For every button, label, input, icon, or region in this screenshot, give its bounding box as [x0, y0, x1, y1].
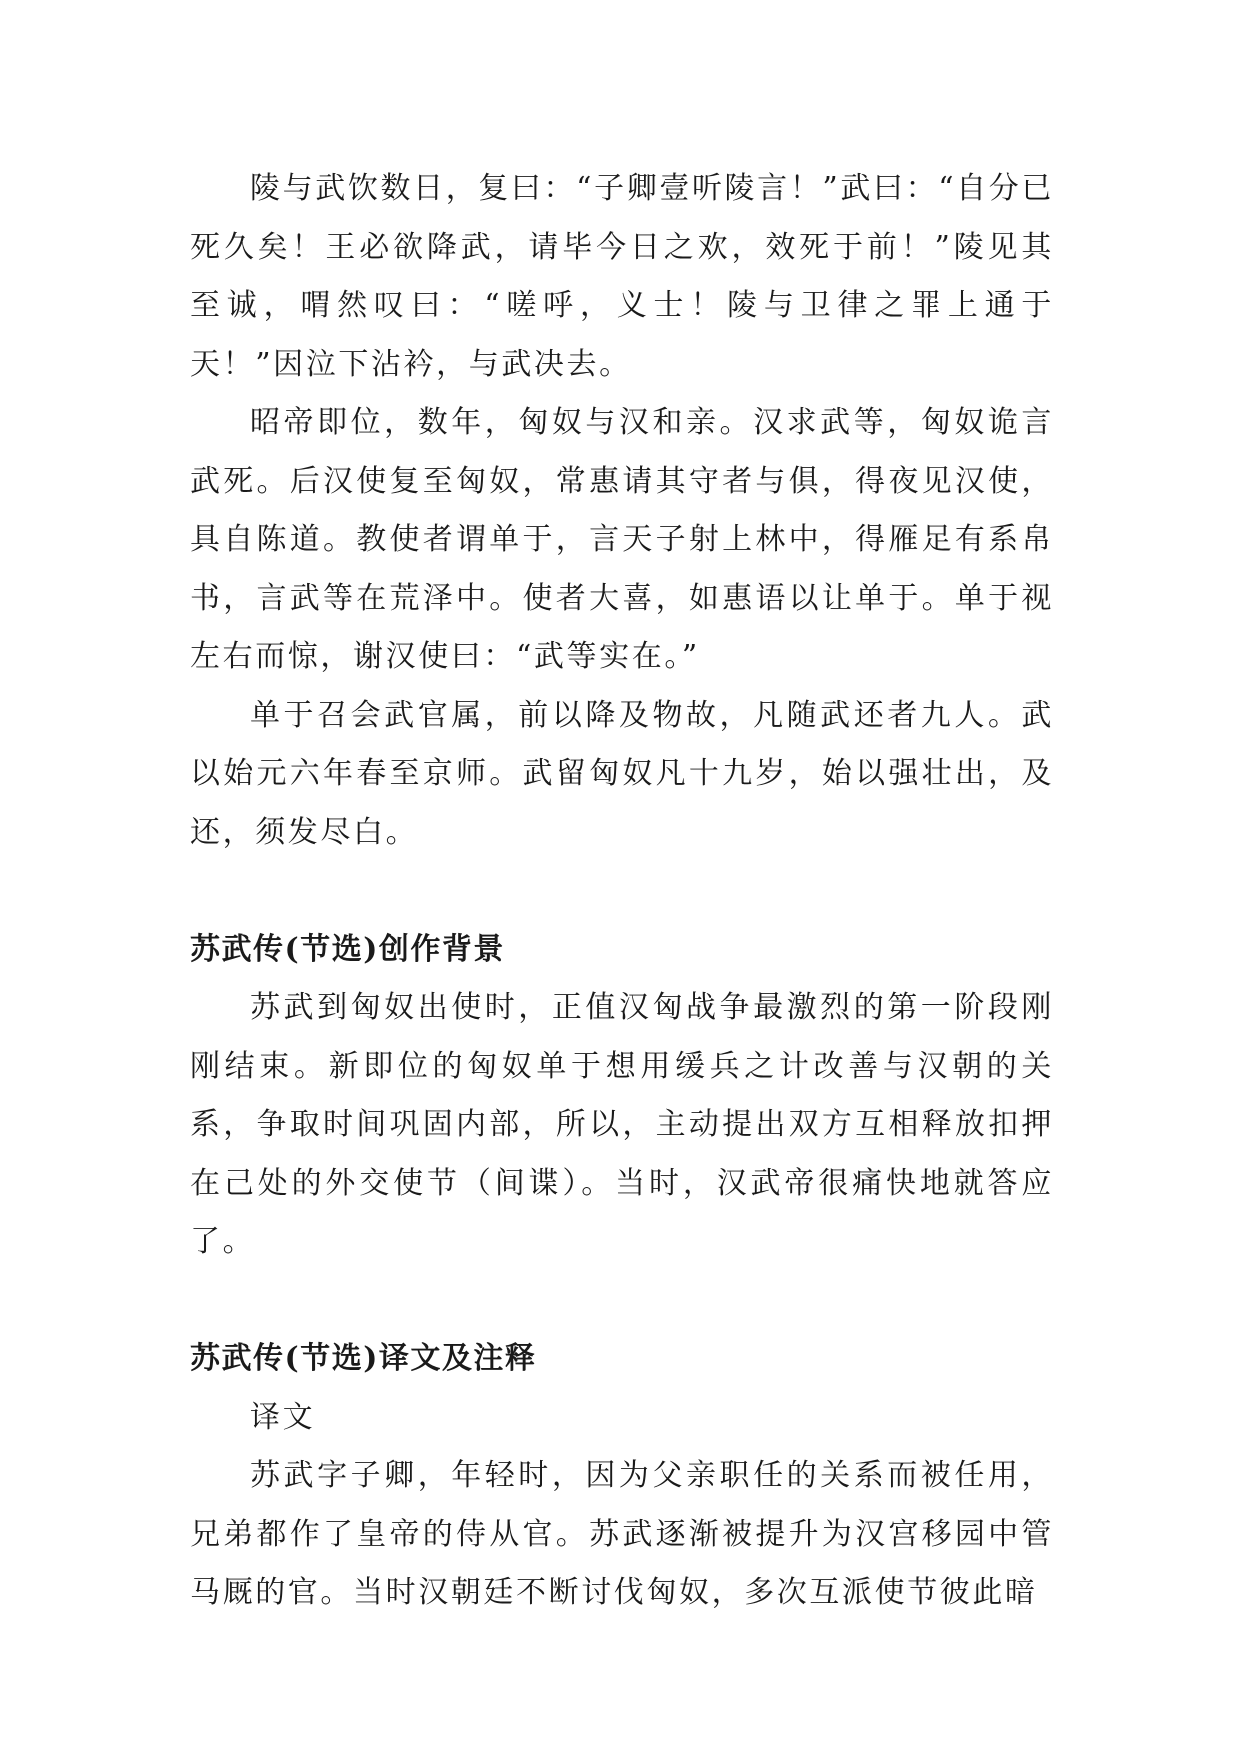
section-heading-translation: 苏武传(节选)译文及注释 [190, 1341, 537, 1376]
paragraph-background: 苏武到匈奴出使时，正值汉匈战争最激烈的第一阶段刚刚结束。新即位的匈奴单于想用缓兵之计改善与汉朝的关系，争取时间巩固内部，所以，主动提出双方互相释放扣押在己处的外交使节（间谍）。当时，汉武帝很痛快地就答应了。 [190, 990, 1054, 1259]
section-spacer [190, 862, 1054, 921]
paragraph-li-ling-farewell: 陵与武饮数日，复曰：“子卿壹听陵言！”武曰：“自分已死久矣！王必欲降武，请毕今日之欢，效死于前！”陵见其至诚，喟然叹曰：“嗟呼，义士！陵与卫律之罪上通于天！”因泣下沾衿，与武决去。 [190, 171, 1054, 382]
subheading-translation: 译文 [250, 1399, 316, 1435]
section-heading-background: 苏武传(节选)创作背景 [190, 931, 505, 967]
paragraph-zhaodi-heqin: 昭帝即位，数年，匈奴与汉和亲。汉求武等，匈奴诡言武死。后汉使复至匈奴，常惠请其守者与俱，得夜见汉使，具自陈道。教使者谓单于，言天子射上林中，得雁足有系帛书，言武等在荒泽中。使者大喜，如惠语以让单于。单于视左右而惊，谢汉使曰：“武等实在。” [190, 405, 1054, 674]
paragraph-translation: 苏武字子卿，年轻时，因为父亲职任的关系而被任用，兄弟都作了皇帝的侍从官。苏武逐渐被提升为汉宫移园中管马厩的官。当时汉朝廷不断讨伐匈奴，多次互派使节彼此暗 [190, 1458, 1054, 1610]
document-body [190, 160, 1054, 1623]
section-spacer [190, 1272, 1054, 1331]
paragraph-return-to-capital: 单于召会武官属，前以降及物故，凡随武还者九人。武以始元六年春至京师。武留匈奴凡十九岁，始以强壮出，及还，须发尽白。 [190, 697, 1054, 850]
